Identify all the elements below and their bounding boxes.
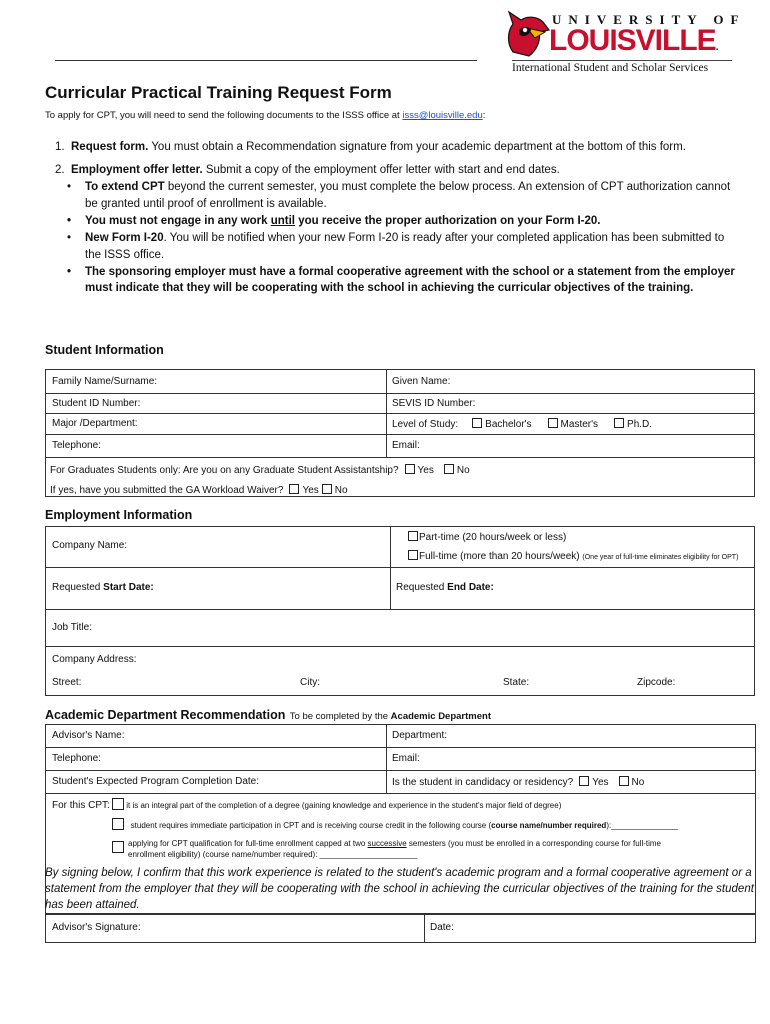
bullet-extend-cpt: • To extend CPT beyond the current semester, you must complete the below process. An extension of CPT authorization cannot be granted until proof of enrollment is available. xyxy=(67,181,731,210)
cpt-option-course-credit: student requires immediate participation in CPT and is receiving course credit in the following course (course name/number required):_______________ xyxy=(112,818,678,830)
job-title-field[interactable]: Job Title: xyxy=(52,622,93,633)
ga-waiver-question: If yes, have you submitted the GA Workload Waiver? Yes No xyxy=(50,485,348,496)
advisor-telephone-field[interactable]: Telephone: xyxy=(52,753,101,764)
department-name: International Student and Scholar Services xyxy=(512,62,709,74)
completion-date-field[interactable]: Student's Expected Program Completion Date: xyxy=(52,776,260,787)
course-credit-checkbox[interactable] xyxy=(112,818,124,830)
advisor-name-field[interactable]: Advisor's Name: xyxy=(52,730,125,741)
full-time-option: Full-time (more than 20 hours/week) (One year of full-time eliminates eligibility for OPT) xyxy=(408,550,738,562)
student-id-field[interactable]: Student ID Number: xyxy=(52,398,141,409)
student-telephone-field[interactable]: Telephone: xyxy=(52,440,101,451)
isss-email-link[interactable]: isss@louisville.edu xyxy=(402,110,483,121)
requirement-request-form: 1. Request form. You must obtain a Recommendation signature from your academic department at the bottom of this form. xyxy=(55,141,686,153)
for-cpt-label: For this CPT: xyxy=(52,800,110,811)
candidacy-question: Is the student in candidacy or residency? Yes No xyxy=(392,777,645,788)
waiver-yes-checkbox[interactable] xyxy=(289,484,299,494)
university-name: LOUISVILLE. xyxy=(549,24,718,57)
company-name-field[interactable]: Company Name: xyxy=(52,540,128,551)
university-line: UNIVERSITY OF xyxy=(552,12,746,27)
end-date-field[interactable]: Requested End Date: xyxy=(396,582,494,593)
bachelors-checkbox[interactable] xyxy=(472,418,482,428)
full-time-checkbox[interactable] xyxy=(408,550,418,560)
advisor-email-field[interactable]: Email: xyxy=(392,753,420,764)
header-rule xyxy=(55,60,477,61)
university-logo xyxy=(505,8,746,78)
employment-info-heading: Employment Information xyxy=(45,508,193,522)
candidacy-yes-checkbox[interactable] xyxy=(579,776,589,786)
bullet-new-i20: • New Form I-20. You will be notified when your new Form I-20 is ready after your completed application has been submitted to the ISSS office. xyxy=(67,232,725,261)
city-field[interactable]: City: xyxy=(300,677,320,688)
attestation-statement: By signing below, I confirm that this work experience is related to the student's academic program and a formal cooperative agreement or a statement from the employer that they will be cooperating with the school in achieving the curricular objectives of the training for the student has been attained. xyxy=(45,867,754,911)
company-address-label: Company Address: xyxy=(52,654,137,665)
waiver-no-checkbox[interactable] xyxy=(322,484,332,494)
integral-checkbox[interactable] xyxy=(112,798,124,810)
ga-yes-checkbox[interactable] xyxy=(405,464,415,474)
state-field[interactable]: State: xyxy=(503,677,530,688)
part-time-checkbox[interactable] xyxy=(408,531,418,541)
department-field[interactable]: Department: xyxy=(392,730,448,741)
start-date-field[interactable]: Requested Start Date: xyxy=(52,582,154,593)
bullet-employer-agreement: • The sponsoring employer must have a formal cooperative agreement with the school or a statement from the employer must indicate that they will be cooperating with the school in achieving the curricular objectives of the training. xyxy=(67,266,735,294)
bullet-no-work: • You must not engage in any work until you receive the proper authorization on your Form I-20. xyxy=(67,215,601,227)
sevis-id-field[interactable]: SEVIS ID Number: xyxy=(392,398,476,409)
zipcode-field[interactable]: Zipcode: xyxy=(637,677,676,688)
student-info-heading: Student Information xyxy=(45,343,164,357)
phd-checkbox[interactable] xyxy=(614,418,624,428)
street-field[interactable]: Street: xyxy=(52,677,82,688)
cardinal-icon xyxy=(505,8,551,60)
masters-checkbox[interactable] xyxy=(548,418,558,428)
form-intro: To apply for CPT, you will need to send the following documents to the ISSS office at isss@louisville.edu: xyxy=(45,110,486,121)
logo-rule xyxy=(512,60,732,61)
requirement-offer-letter: 2. Employment offer letter. Submit a copy of the employment offer letter with start and end dates. xyxy=(55,164,560,176)
academic-heading: Academic Department Recommendation To be completed by the Academic Department xyxy=(45,708,491,722)
major-field[interactable]: Major /Department: xyxy=(52,418,138,429)
given-name-field[interactable]: Given Name: xyxy=(392,376,451,387)
form-title: Curricular Practical Training Request Form xyxy=(45,83,392,102)
candidacy-no-checkbox[interactable] xyxy=(619,776,629,786)
full-time-qualification-checkbox[interactable] xyxy=(112,841,124,853)
part-time-option: Part-time (20 hours/week or less) xyxy=(408,531,566,543)
signature-row xyxy=(45,913,756,943)
family-name-field[interactable]: Family Name/Surname: xyxy=(52,376,158,387)
advisor-signature-field[interactable]: Advisor's Signature: xyxy=(52,922,141,933)
cpt-option-integral: it is an integral part of the completion of a degree (gaining knowledge and experience in the student's major field of degree) xyxy=(112,798,561,810)
level-of-study: Level of Study: Bachelor's Master's Ph.D. xyxy=(392,419,653,430)
ga-no-checkbox[interactable] xyxy=(444,464,454,474)
signature-date-field[interactable]: Date: xyxy=(430,922,454,933)
ga-question: For Graduates Students only: Are you on any Graduate Student Assistantship? Yes No xyxy=(50,465,470,476)
requirements-list xyxy=(55,139,735,296)
student-info-table xyxy=(45,369,755,497)
cpt-option-full-time: applying for CPT qualification for full-time enrollment capped at two successive semesters (you must be enrolled in a corresponding course for full-time enrollment eligibility) (course name/number required): ______________________ xyxy=(128,839,661,859)
student-email-field[interactable]: Email: xyxy=(392,440,420,451)
